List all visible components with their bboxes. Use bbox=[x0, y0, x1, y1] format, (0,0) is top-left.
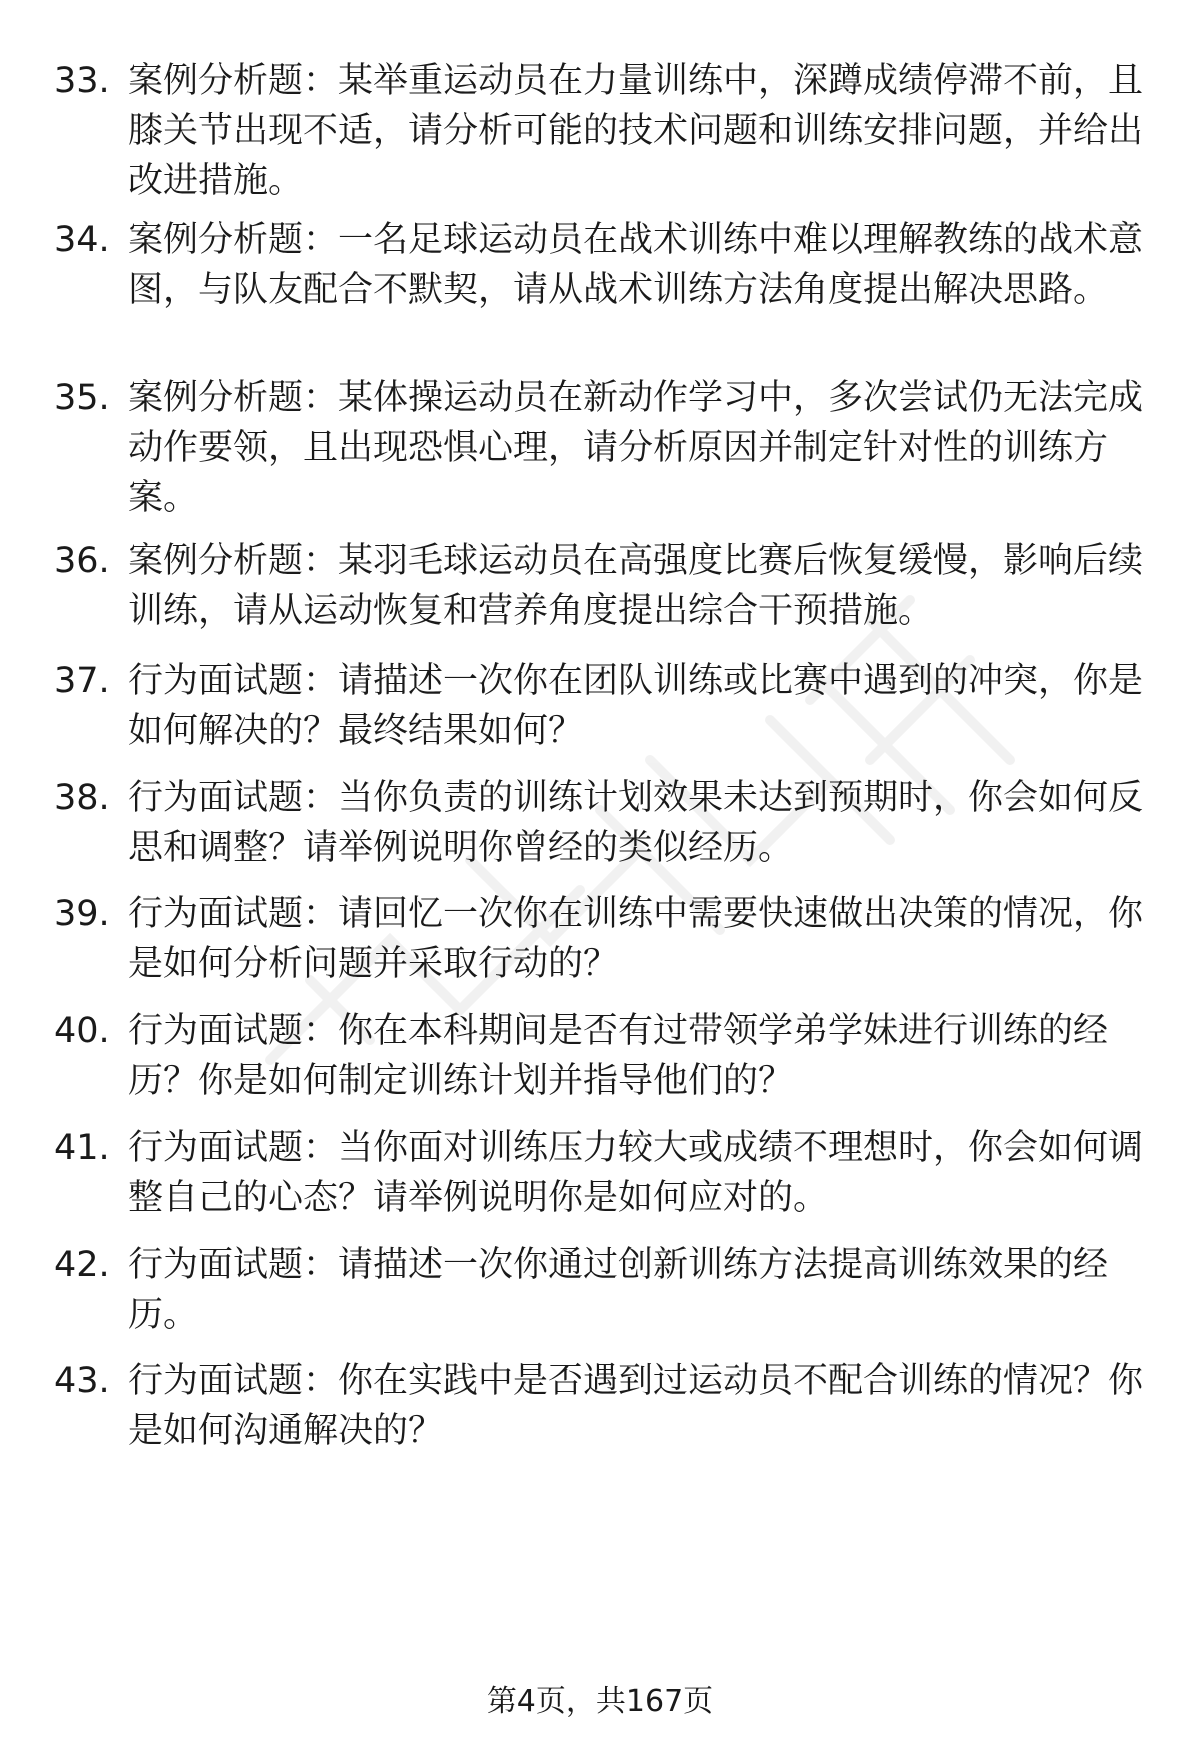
question-number: 43. bbox=[54, 1361, 110, 1401]
question-number: 40. bbox=[54, 1011, 110, 1051]
question-text: 行为面试题：请回忆一次你在训练中需要快速做出决策的情况，你是如何分析问题并采取行动的？ bbox=[128, 894, 1144, 984]
question-number: 36. bbox=[54, 541, 110, 581]
question-text: 行为面试题：你在本科期间是否有过带领学弟学妹进行训练的经历？你是如何制定训练计划并指导他们的？ bbox=[128, 1011, 1109, 1101]
page-number-footer: 第4页，共167页 bbox=[486, 1684, 714, 1719]
question-number: 37. bbox=[54, 661, 110, 701]
question-text: 行为面试题：当你负责的训练计划效果未达到预期时，你会如何反思和调整？请举例说明你曾经的类似经历。 bbox=[128, 778, 1144, 868]
question-text: 案例分析题：一名足球运动员在战术训练中难以理解教练的战术意图，与队友配合不默契，请从战术训练方法角度提出解决思路。 bbox=[128, 220, 1144, 310]
question-text: 行为面试题：请描述一次你通过创新训练方法提高训练效果的经历。 bbox=[128, 1245, 1109, 1335]
question-number: 34. bbox=[54, 220, 110, 260]
question-number: 35. bbox=[54, 378, 110, 418]
question-text: 案例分析题：某举重运动员在力量训练中，深蹲成绩停滞不前，且膝关节出现不适，请分析可能的技术问题和训练安排问题，并给出改进措施。 bbox=[128, 61, 1144, 201]
question-text: 行为面试题：你在实践中是否遇到过运动员不配合训练的情况？你是如何沟通解决的？ bbox=[128, 1361, 1144, 1451]
question-number: 41. bbox=[54, 1128, 110, 1168]
question-text: 案例分析题：某体操运动员在新动作学习中，多次尝试仍无法完成动作要领，且出现恐惧心理，请分析原因并制定针对性的训练方案。 bbox=[128, 378, 1144, 518]
question-text: 案例分析题：某羽毛球运动员在高强度比赛后恢复缓慢，影响后续训练，请从运动恢复和营养角度提出综合干预措施。 bbox=[128, 541, 1144, 631]
question-text: 行为面试题：当你面对训练压力较大或成绩不理想时，你会如何调整自己的心态？请举例说明你是如何应对的。 bbox=[128, 1128, 1144, 1218]
question-text: 行为面试题：请描述一次你在团队训练或比赛中遇到的冲突，你是如何解决的？最终结果如何？ bbox=[128, 661, 1144, 751]
question-number: 33. bbox=[54, 61, 110, 101]
question-number: 39. bbox=[54, 894, 110, 934]
question-number: 42. bbox=[54, 1245, 110, 1285]
question-number: 38. bbox=[54, 778, 110, 818]
